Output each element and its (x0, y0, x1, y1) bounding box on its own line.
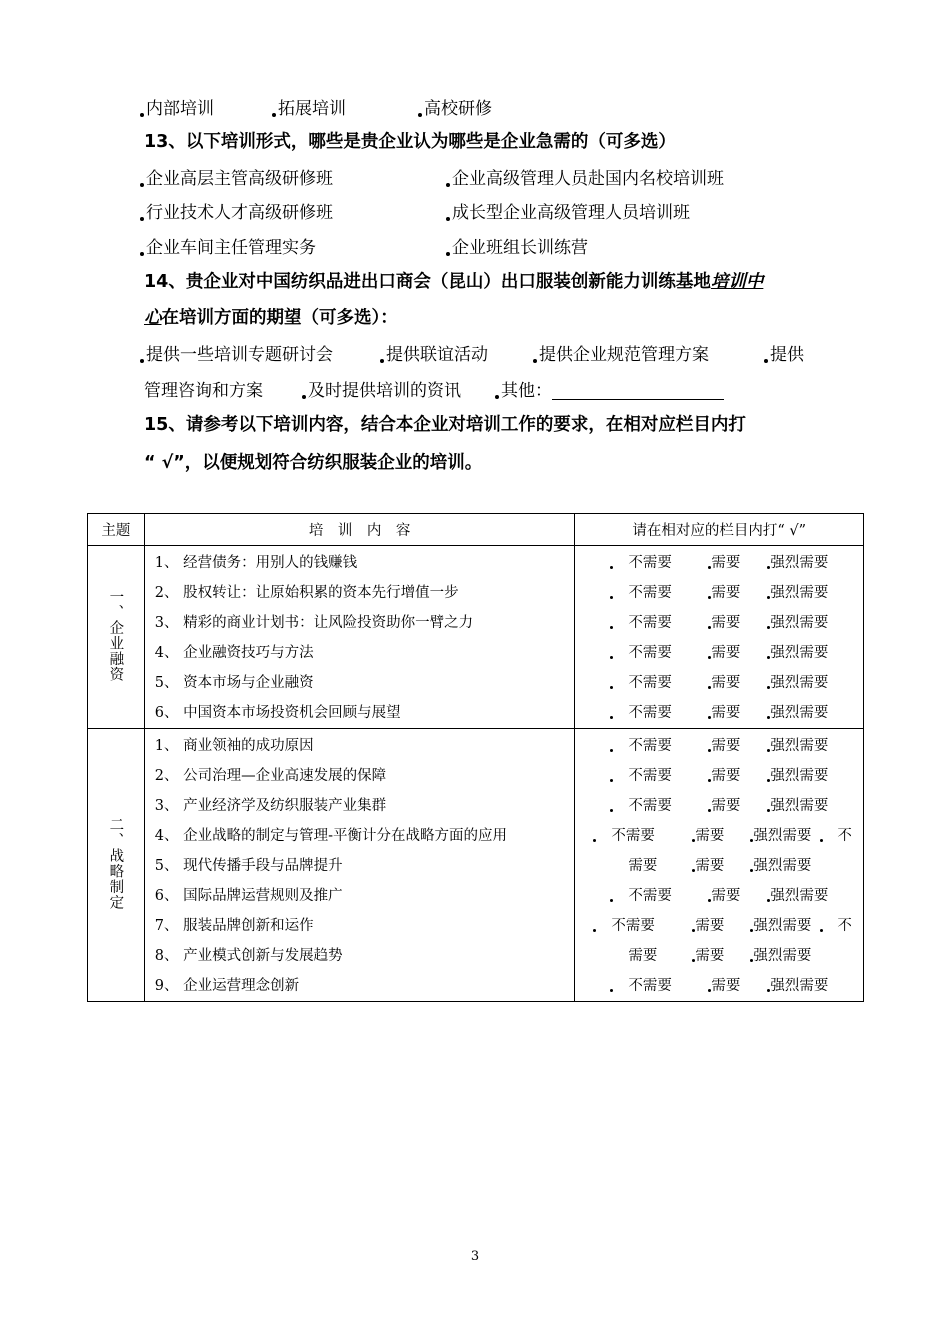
checkbox-icon[interactable] (610, 809, 613, 812)
q13-option[interactable]: 成长型企业高级管理人员培训班 (446, 198, 690, 223)
table-row: 6、 国际品牌运营规则及推广 (154, 888, 343, 904)
items-strategy (144, 729, 575, 1002)
items-financing (144, 546, 575, 729)
need-options[interactable]: 不需要 需要 强烈需要 (575, 971, 863, 1001)
q14-option-other[interactable]: 其他： (495, 376, 724, 401)
checkbox-icon[interactable] (446, 217, 450, 221)
question-14-title-cont: 心在培训方面的期望（可多选）： (144, 308, 398, 328)
checkbox-icon[interactable] (610, 686, 613, 689)
question-15-line2: “ √”，以便规划符合纺织服装企业的培训。 (144, 453, 483, 473)
need-options[interactable]: 不需要 需要 强烈需要 (575, 638, 863, 668)
q14-option[interactable]: 提供一些培训专题研讨会 (140, 340, 333, 365)
option-outward-training[interactable]: 拓展培训 (272, 94, 346, 119)
q13-option[interactable]: 企业班组长训练营 (446, 233, 588, 258)
table-row: 9、 企业运营理念创新 (154, 978, 300, 994)
need-options[interactable]: 不需要 需要 强烈需要 (575, 548, 863, 578)
need-options[interactable]: 不需要 需要 强烈需要 (575, 608, 863, 638)
checkbox-icon[interactable] (446, 252, 450, 256)
q13-option[interactable]: 企业车间主任管理实务 (140, 233, 316, 258)
q13-option[interactable]: 行业技术人才高级研修班 (140, 198, 333, 223)
other-input-line[interactable] (552, 383, 724, 400)
checkbox-icon[interactable] (610, 899, 613, 902)
topic-financing: 一、企业融资 (88, 546, 145, 729)
q14-option[interactable]: 及时提供培训的资讯 (302, 376, 461, 401)
checkbox-icon[interactable] (764, 359, 768, 363)
q14-option[interactable]: 提供 (764, 340, 804, 365)
need-options-wrapped-cont[interactable]: 需要 需要 强烈需要 (628, 858, 812, 874)
checkbox-icon[interactable] (593, 839, 596, 842)
need-options[interactable]: 不需要 需要 强烈需要 (575, 791, 863, 821)
checkbox-icon[interactable] (610, 566, 613, 569)
need-options[interactable]: 不需要 需要 强烈需要 (575, 668, 863, 698)
table-row: 4、 企业战略的制定与管理-平衡计分在战略方面的应用 (154, 828, 508, 844)
training-needs-table (87, 513, 864, 1002)
needs-financing (575, 546, 864, 729)
checkbox-icon[interactable] (610, 716, 613, 719)
checkbox-icon[interactable] (418, 113, 422, 117)
table-row: 2、 公司治理—企业高速发展的保障 (154, 768, 387, 784)
checkbox-icon[interactable] (820, 929, 823, 932)
checkbox-icon[interactable] (610, 989, 613, 992)
checkbox-icon[interactable] (610, 656, 613, 659)
checkbox-icon[interactable] (140, 183, 144, 187)
header-content: 培 训 内 容 (144, 514, 575, 546)
table-row: 7、 服装品牌创新和运作 (154, 918, 314, 934)
need-options-wrapped[interactable]: 不需要 需要 强烈需要 不 (575, 911, 863, 941)
table-row: 1、 经营债务：用别人的钱赚钱 (154, 555, 358, 571)
table-row: 3、 产业经济学及纺织服装产业集群 (154, 798, 387, 814)
checkbox-icon[interactable] (610, 779, 613, 782)
table-row: 1、 商业领袖的成功原因 (154, 738, 314, 754)
question-15-line1: 15、请参考以下培训内容，结合本企业对培训工作的要求，在相对应栏目内打 (144, 415, 746, 435)
q14-option-cont: 管理咨询和方案 (144, 381, 263, 401)
need-options[interactable]: 不需要 需要 强烈需要 (575, 578, 863, 608)
checkbox-icon[interactable] (302, 395, 306, 399)
header-check: 请在相对应的栏目内打“ √” (575, 514, 864, 546)
table-row: 5、 现代传播手段与品牌提升 (154, 858, 343, 874)
needs-strategy (575, 729, 864, 1002)
checkbox-icon[interactable] (272, 113, 276, 117)
checkbox-icon[interactable] (140, 252, 144, 256)
checkbox-icon[interactable] (140, 217, 144, 221)
q14-option[interactable]: 提供联谊活动 (380, 340, 488, 365)
checkbox-icon[interactable] (533, 359, 537, 363)
checkbox-icon[interactable] (610, 626, 613, 629)
checkbox-icon[interactable] (495, 395, 499, 399)
q13-option[interactable]: 企业高层主管高级研修班 (140, 164, 333, 189)
need-options[interactable]: 不需要 需要 强烈需要 (575, 731, 863, 761)
option-internal-training[interactable]: 内部培训 (140, 94, 214, 119)
need-options[interactable]: 不需要 需要 强烈需要 (575, 698, 863, 728)
table-row: 2、 股权转让：让原始积累的资本先行增值一步 (154, 585, 459, 601)
q14-option[interactable]: 提供企业规范管理方案 (533, 340, 709, 365)
need-options-wrapped[interactable]: 不需要 需要 强烈需要 不 (575, 821, 863, 851)
header-topic: 主题 (88, 514, 145, 546)
option-university-study[interactable]: 高校研修 (418, 94, 492, 119)
checkbox-icon[interactable] (610, 596, 613, 599)
checkbox-icon[interactable] (593, 929, 596, 932)
need-options-wrapped-cont[interactable]: 需要 需要 强烈需要 (628, 948, 812, 964)
table-row: 5、 资本市场与企业融资 (154, 675, 314, 691)
question-14-title: 14、贵企业对中国纺织品进出口商会（昆山）出口服装创新能力训练基地培训中 (144, 272, 764, 292)
table-row: 8、 产业模式创新与发展趋势 (154, 948, 343, 964)
checkbox-icon[interactable] (820, 839, 823, 842)
checkbox-icon[interactable] (446, 183, 450, 187)
table-row: 3、 精彩的商业计划书：让风险投资助你一臂之力 (154, 615, 474, 631)
q13-option[interactable]: 企业高级管理人员赴国内名校培训班 (446, 164, 724, 189)
page-number: 3 (470, 1249, 480, 1264)
question-13-title: 13、以下培训形式，哪些是贵企业认为哪些是企业急需的（可多选） (144, 132, 676, 152)
need-options[interactable]: 不需要 需要 强烈需要 (575, 761, 863, 791)
checkbox-icon[interactable] (140, 113, 144, 117)
topic-strategy: 二、战略制定 (88, 729, 145, 1002)
checkbox-icon[interactable] (610, 749, 613, 752)
table-row: 4、 企业融资技巧与方法 (154, 645, 314, 661)
table-row: 6、 中国资本市场投资机会回顾与展望 (154, 705, 401, 721)
need-options[interactable]: 不需要 需要 强烈需要 (575, 881, 863, 911)
checkbox-icon[interactable] (380, 359, 384, 363)
checkbox-icon[interactable] (140, 359, 144, 363)
